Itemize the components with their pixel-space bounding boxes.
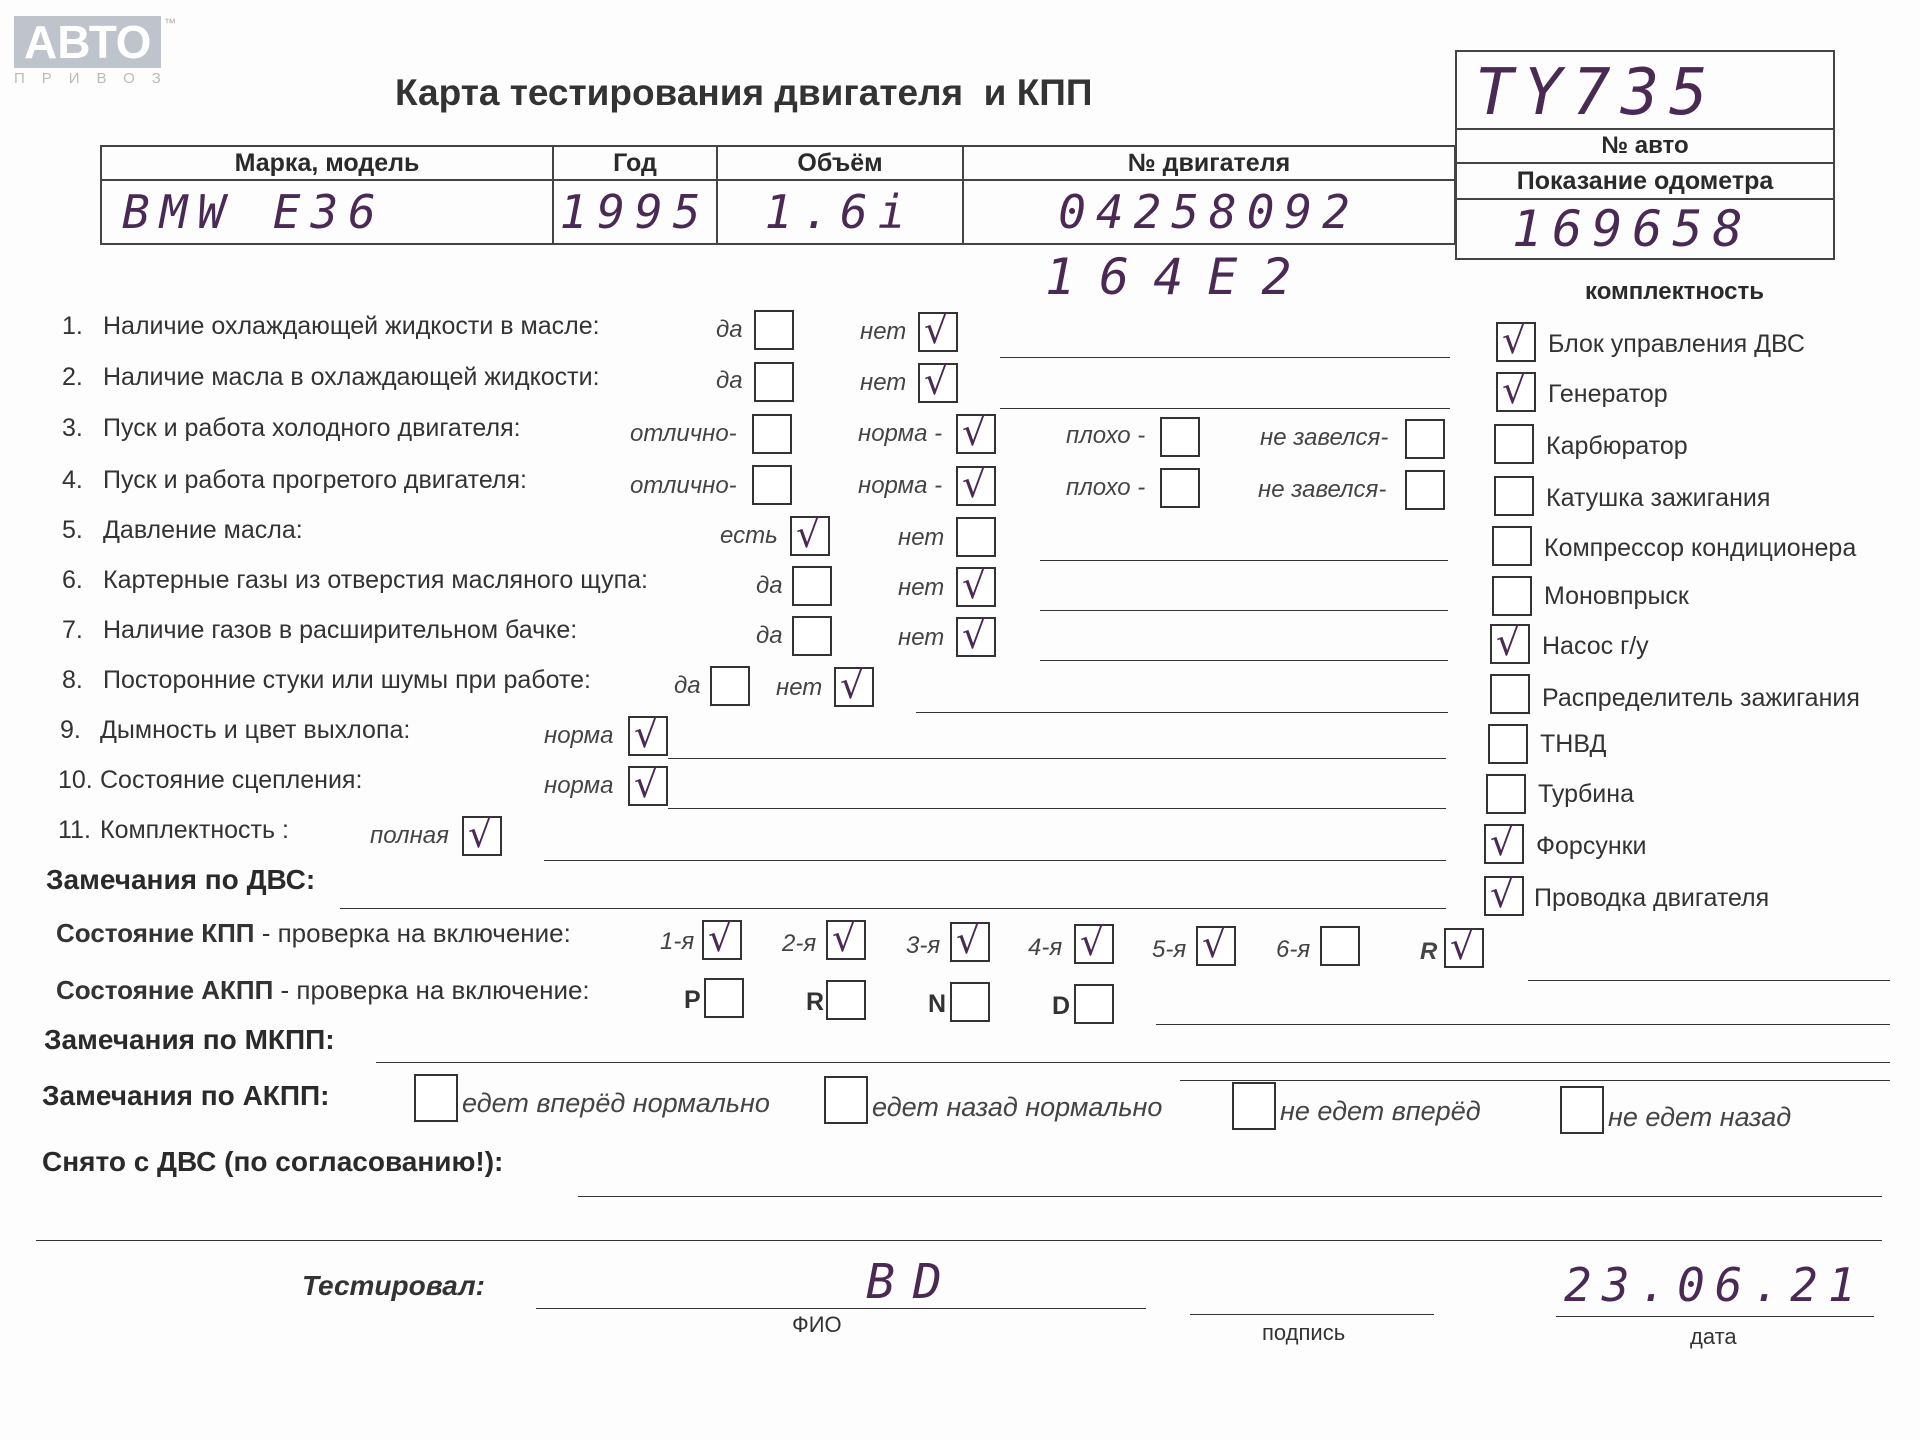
tested-label: Тестировал: (302, 1270, 485, 1301)
date-value: 23.06.21 (1564, 1258, 1866, 1312)
gear-3-label: 3-я (906, 932, 941, 959)
mode-n-box[interactable] (950, 982, 990, 1022)
comp-box-fuel-pump[interactable] (1488, 724, 1528, 764)
gearbox-auto-line (1156, 1024, 1890, 1025)
comp-label-distributor: Распределитель зажигания (1542, 684, 1860, 712)
car-info-box (1455, 50, 1835, 260)
check-1-box-yes[interactable] (754, 310, 794, 350)
gearbox-auto-label (56, 975, 590, 1006)
check-3-opt-nostart: не завелся- (1260, 424, 1389, 451)
gear-r-label: R (1420, 938, 1438, 965)
comp-label-mono-injection: Моновпрыск (1544, 582, 1689, 610)
auto-no-back-label: не едет назад (1608, 1102, 1792, 1132)
comp-label-power-steering: Насос г/у (1542, 632, 1649, 660)
check-7-box-no[interactable] (956, 617, 996, 657)
mode-p-label: P (684, 986, 701, 1014)
check-1-box-no[interactable] (918, 312, 958, 352)
check-2-opt-yes: да (716, 367, 743, 394)
check-3-number: 3. (62, 414, 83, 442)
check-7-box-yes[interactable] (792, 616, 832, 656)
comp-box-ac-compressor[interactable] (1492, 526, 1532, 566)
remarks-engine-line (340, 908, 1446, 909)
date-caption: дата (1690, 1324, 1737, 1349)
check-3-opt-bad: плохо - (1066, 422, 1146, 449)
comp-label-carburetor: Карбюратор (1546, 432, 1688, 460)
check-1-number: 1. (62, 312, 83, 340)
gear-4-box[interactable] (1074, 924, 1114, 964)
check-10-label: Состояние сцепления: (100, 766, 363, 794)
check-4-opt-excellent: отлично- (630, 472, 737, 499)
comp-box-mono-injection[interactable] (1492, 576, 1532, 616)
completeness-title: комплектность (1585, 278, 1765, 305)
extra-line (36, 1240, 1882, 1241)
check-10-box-normal[interactable] (628, 766, 668, 806)
make-value: BMW E36 (101, 180, 553, 244)
check-8-box-no[interactable] (834, 667, 874, 707)
logo-box (14, 16, 161, 68)
check-9-opt-normal: норма (544, 722, 614, 749)
check-7-label: Наличие газов в расширительном бачке: (103, 616, 578, 644)
gear-1-label: 1-я (660, 928, 695, 955)
check-7-line (1040, 660, 1448, 661)
auto-no-fwd-label: не едет вперёд (1280, 1096, 1481, 1126)
comp-box-injectors[interactable] (1484, 824, 1524, 864)
comp-box-power-steering[interactable] (1490, 624, 1530, 664)
gearbox-auto-label-bold: Состояние АКПП (56, 975, 274, 1005)
gear-4-label: 4-я (1028, 934, 1063, 961)
check-5-box-no[interactable] (956, 517, 996, 557)
check-4-opt-normal: норма - (858, 472, 943, 499)
remarks-auto-label: Замечания по АКПП: (42, 1080, 330, 1111)
car-number-label: № авто (1601, 132, 1689, 159)
check-2-line (1000, 408, 1450, 409)
logo-text: АВТО (24, 16, 152, 68)
comp-label-fuel-pump: ТНВД (1540, 730, 1607, 758)
check-6-opt-no: нет (898, 574, 945, 601)
volume-label: Объём (717, 146, 963, 180)
check-7-opt-no: нет (898, 624, 945, 651)
check-4-box-nostart[interactable] (1405, 470, 1445, 510)
check-3-box-bad[interactable] (1160, 417, 1200, 457)
check-1-opt-no: нет (860, 318, 907, 345)
comp-label-ac-compressor: Компрессор кондиционера (1544, 534, 1857, 562)
date-line (1556, 1316, 1874, 1317)
check-5-line (1040, 560, 1448, 561)
gearbox-manual-label-rest: - проверка на включение: (254, 918, 571, 948)
comp-box-wiring[interactable] (1484, 876, 1524, 916)
tested-name: BD (866, 1254, 960, 1310)
comp-box-generator[interactable] (1496, 372, 1536, 412)
auto-no-back-box[interactable] (1560, 1086, 1604, 1134)
auto-back-ok-label: едет назад нормально (872, 1092, 1163, 1122)
check-6-number: 6. (62, 566, 83, 594)
check-6-line (1040, 610, 1448, 611)
odometer-label: Показание одометра (1516, 167, 1774, 195)
year-label: Год (553, 146, 717, 180)
gear-6-label: 6-я (1276, 936, 1311, 963)
check-8-box-yes[interactable] (710, 666, 750, 706)
check-9-number: 9. (60, 716, 81, 744)
check-6-box-no[interactable] (956, 567, 996, 607)
signature-line (1190, 1314, 1434, 1315)
vehicle-header-table (100, 145, 1456, 245)
mode-d-box[interactable] (1074, 984, 1114, 1024)
check-5-opt-yes: есть (720, 522, 778, 549)
gear-1-box[interactable] (702, 920, 742, 960)
gearbox-auto-label-rest: - проверка на включение: (273, 975, 590, 1005)
engine-code: 164E2 (1045, 248, 1316, 306)
gear-2-box[interactable] (826, 920, 866, 960)
mode-n-label: N (928, 990, 947, 1018)
check-9-line (668, 758, 1446, 759)
check-9-label: Дымность и цвет выхлопа: (100, 716, 411, 744)
check-1-line (1000, 357, 1450, 358)
logo-tm: ™ (164, 16, 176, 30)
remarks-manual-line-2 (1180, 1080, 1890, 1081)
check-5-opt-no: нет (898, 524, 945, 551)
check-4-label: Пуск и работа прогретого двигателя: (103, 466, 527, 494)
auto-back-ok-box[interactable] (824, 1076, 868, 1124)
gear-5-label: 5-я (1152, 936, 1187, 963)
year-value: 1995 (553, 180, 717, 244)
gear-5-box[interactable] (1196, 926, 1236, 966)
check-1-opt-yes: да (716, 316, 743, 343)
gear-2-label: 2-я (782, 930, 817, 957)
make-label: Марка, модель (101, 146, 553, 180)
check-2-label: Наличие масла в охлаждающей жидкости: (103, 363, 600, 391)
name-line (536, 1308, 1146, 1309)
check-6-label: Картерные газы из отверстия масляного щупа: (103, 566, 648, 594)
gear-3-box[interactable] (950, 922, 990, 962)
remarks-engine-label: Замечания по ДВС: (46, 864, 316, 895)
check-11-label: Комплектность : (100, 816, 289, 844)
check-10-opt-normal: норма (544, 772, 614, 799)
check-5-box-yes[interactable] (790, 516, 830, 556)
comp-label-ignition-coil: Катушка зажигания (1546, 484, 1771, 512)
check-8-label: Посторонние стуки или шумы при работе: (103, 666, 591, 694)
comp-label-injectors: Форсунки (1536, 832, 1647, 860)
volume-value: 1.6i (717, 180, 963, 244)
car-number-label-row (1457, 128, 1833, 160)
check-8-opt-yes: да (674, 672, 701, 699)
odometer-label-row (1457, 162, 1833, 200)
comp-box-ignition-coil[interactable] (1494, 476, 1534, 516)
auto-fwd-ok-box[interactable] (414, 1074, 458, 1122)
check-4-box-normal[interactable] (956, 466, 996, 506)
signature-caption: подпись (1262, 1320, 1346, 1345)
comp-label-turbo: Турбина (1538, 780, 1634, 808)
check-3-box-excellent[interactable] (752, 414, 792, 454)
check-2-box-no[interactable] (918, 363, 958, 403)
check-4-number: 4. (62, 466, 83, 494)
auto-no-fwd-box[interactable] (1232, 1082, 1276, 1130)
logo (14, 16, 178, 87)
logo-subtext: ПРИВОЗ (14, 70, 178, 87)
check-10-line (668, 808, 1446, 809)
check-3-label: Пуск и работа холодного двигателя: (103, 414, 521, 442)
check-2-opt-no: нет (860, 369, 907, 396)
comp-box-turbo[interactable] (1486, 774, 1526, 814)
removed-label: Снято с ДВС (по согласованию!): (42, 1146, 504, 1177)
check-11-number: 11. (58, 816, 91, 844)
check-7-number: 7. (62, 616, 83, 644)
check-2-number: 2. (62, 363, 83, 391)
gear-6-box[interactable] (1320, 926, 1360, 966)
check-1-label: Наличие охлаждающей жидкости в масле: (103, 312, 600, 340)
odometer-value: 169658 (1512, 200, 1753, 258)
check-11-opt-full: полная (370, 822, 449, 849)
page-title: Карта тестирования двигателя и КПП (395, 72, 1093, 113)
check-10-number: 10. (58, 766, 93, 794)
car-number-value: ТY735 (1475, 56, 1718, 130)
removed-line (578, 1196, 1882, 1197)
comp-box-carburetor[interactable] (1494, 424, 1534, 464)
comp-label-wiring: Проводка двигателя (1534, 884, 1770, 912)
remarks-manual-label: Замечания по МКПП: (44, 1024, 335, 1055)
name-caption: ФИО (792, 1312, 842, 1337)
mode-p-box[interactable] (704, 978, 744, 1018)
check-6-box-yes[interactable] (792, 566, 832, 606)
check-3-opt-excellent: отлично- (630, 420, 737, 447)
check-5-label: Давление масла: (103, 516, 303, 544)
engine-value: 04258092 (963, 180, 1455, 244)
check-3-box-normal[interactable] (956, 414, 996, 454)
check-11-line (544, 860, 1446, 861)
comp-box-ecu[interactable] (1496, 322, 1536, 362)
gear-r-box[interactable] (1444, 928, 1484, 968)
check-8-opt-no: нет (776, 674, 823, 701)
check-4-opt-nostart: не завелся- (1258, 476, 1387, 503)
check-4-box-bad[interactable] (1160, 468, 1200, 508)
check-6-opt-yes: да (756, 572, 783, 599)
check-11-box-full[interactable] (462, 816, 502, 856)
mode-d-label: D (1052, 992, 1071, 1020)
mode-r-label: R (806, 988, 825, 1016)
check-4-opt-bad: плохо - (1066, 474, 1146, 501)
gearbox-manual-line (1528, 980, 1890, 981)
gearbox-manual-label (56, 918, 571, 949)
check-2-box-yes[interactable] (754, 362, 794, 402)
engine-label: № двигателя (963, 146, 1455, 180)
check-3-opt-normal: норма - (858, 420, 943, 447)
remarks-manual-line (376, 1062, 1890, 1063)
auto-fwd-ok-label: едет вперёд нормально (462, 1088, 770, 1118)
comp-box-distributor[interactable] (1490, 674, 1530, 714)
comp-label-generator: Генератор (1548, 380, 1668, 408)
check-8-number: 8. (62, 666, 83, 694)
check-8-line (916, 712, 1448, 713)
check-9-box-normal[interactable] (628, 716, 668, 756)
mode-r-box[interactable] (826, 980, 866, 1020)
gearbox-manual-label-bold: Состояние КПП (56, 918, 255, 948)
check-5-number: 5. (62, 516, 83, 544)
check-4-box-excellent[interactable] (752, 465, 792, 505)
check-7-opt-yes: да (756, 622, 783, 649)
comp-label-ecu: Блок управления ДВС (1548, 330, 1805, 358)
check-3-box-nostart[interactable] (1405, 419, 1445, 459)
